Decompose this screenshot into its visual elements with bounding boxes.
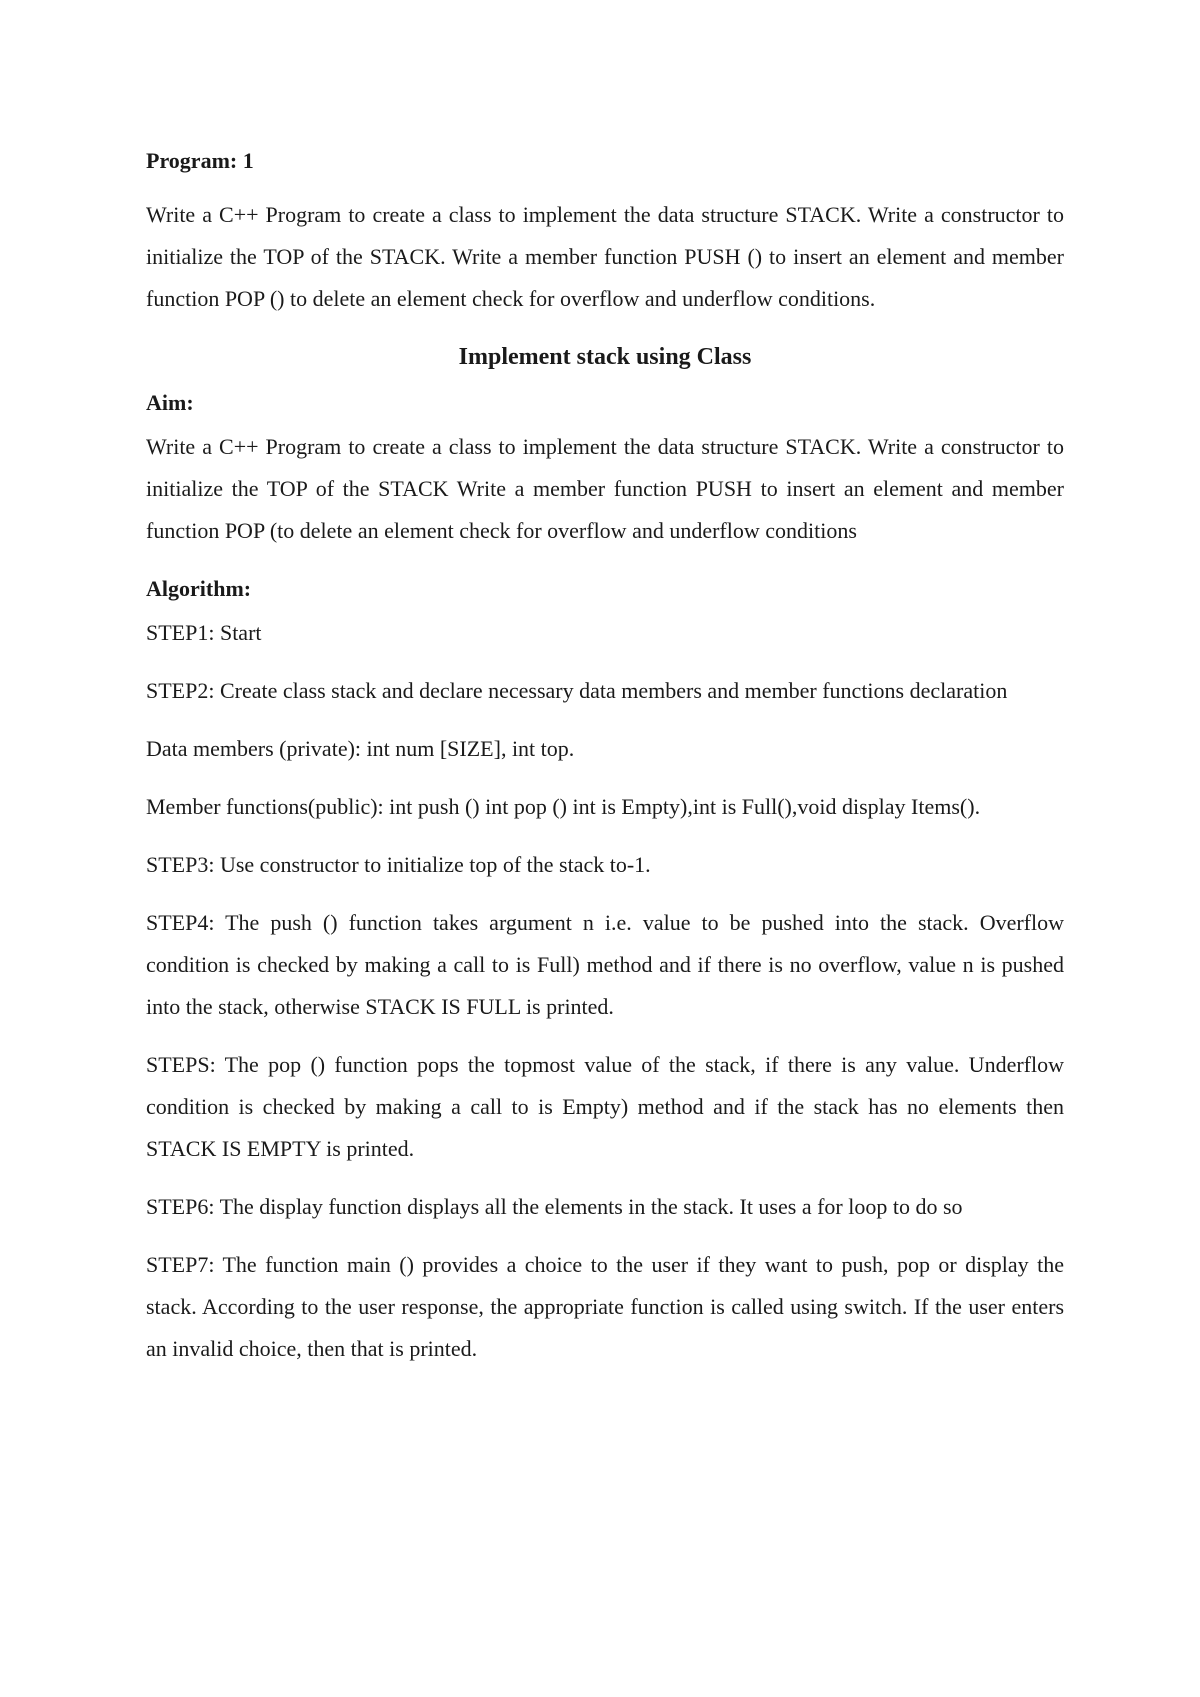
data-members-line: Data members (private): int num [SIZE], int top. [146, 736, 575, 761]
step-1: STEP1: Start [146, 620, 262, 645]
member-functions-line: Member functions(public): int push () int pop () int is Empty),int is Full(),void display Items(). [146, 794, 981, 819]
step-7: STEP7: The function main () provides a choice to the user if they want to push, pop or display the stack. According to the user response, the appropriate function is called using switch. If the user enters an invalid choice, then that is printed. [146, 1252, 1064, 1361]
document-page [146, 140, 1064, 1386]
step-2: STEP2: Create class stack and declare necessary data members and member functions declaration [146, 678, 1008, 703]
aim-label: Aim: [146, 390, 194, 415]
step-5: STEPS: The pop () function pops the topmost value of the stack, if there is any value. Underflow condition is checked by making a call to is Empty) method and if the stack has no elements then STACK IS EMPTY is printed. [146, 1052, 1064, 1161]
program-label: Program: 1 [146, 148, 254, 173]
step-4: STEP4: The push () function takes argument n i.e. value to be pushed into the stack. Overflow condition is checked by making a call to is Full) method and if there is no overflow, value n is pushed into the stack, otherwise STACK IS FULL is printed. [146, 910, 1064, 1019]
step-3: STEP3: Use constructor to initialize top of the stack to-1. [146, 852, 651, 877]
intro-paragraph: Write a C++ Program to create a class to implement the data structure STACK. Write a constructor to initialize the TOP of the STACK. Write a member function PUSH () to insert an element and member function POP () to delete an element check for overflow and underflow conditions. [146, 202, 1064, 311]
step-6: STEP6: The display function displays all the elements in the stack. It uses a for loop to do so [146, 1194, 963, 1219]
aim-paragraph: Write a C++ Program to create a class to implement the data structure STACK. Write a constructor to initialize the TOP of the STACK Write a member function PUSH to insert an element and member function POP (to delete an element check for overflow and underflow conditions [146, 434, 1064, 543]
algorithm-label: Algorithm: [146, 576, 252, 601]
document-title: Implement stack using Class [458, 344, 752, 370]
